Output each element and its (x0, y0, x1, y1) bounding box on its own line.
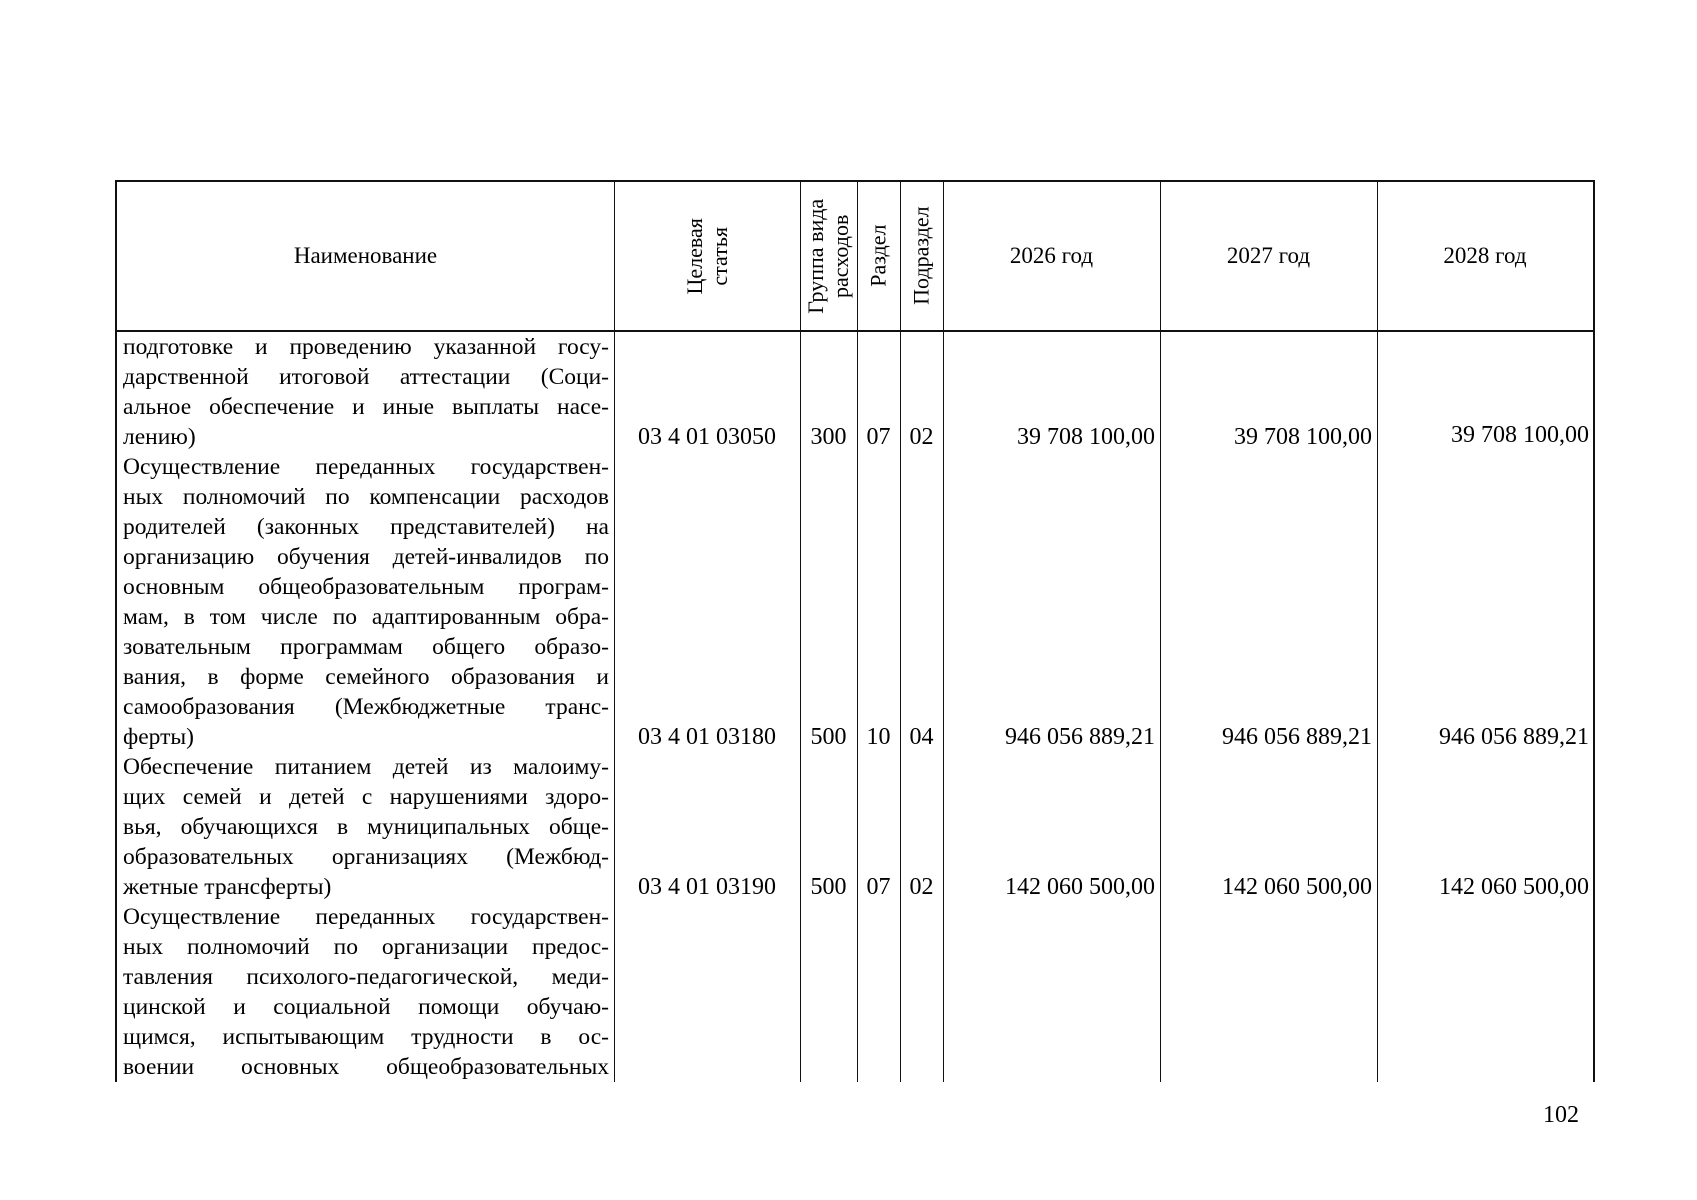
row-name (123, 902, 609, 1082)
row-name-line: ферты) (123, 724, 194, 750)
header-group-line1: Группа вида (803, 198, 829, 314)
row-name (123, 452, 609, 752)
header-target-line2: статья (706, 226, 732, 286)
header-group (800, 182, 857, 330)
row-name-line: жетные трансферты) (123, 874, 332, 900)
row-2028: 142 060 500,00 (1439, 874, 1589, 900)
header-target-text (682, 218, 733, 294)
row-group: 300 (810, 424, 847, 450)
header-group-line2: расходов (828, 214, 854, 298)
row-name-line: щих семей и детей с нарушениями здоро- (123, 784, 609, 810)
header-target-line1: Целевая (681, 217, 707, 295)
header-section-text: Раздел (865, 224, 891, 288)
header-2028-text: 2028 год (1443, 242, 1527, 268)
row-subsection: 04 (909, 724, 934, 750)
header-subsection (900, 182, 943, 330)
header-2026 (943, 182, 1160, 330)
row-2027: 946 056 889,21 (1222, 724, 1372, 750)
row-name-line: воении основных общеобразовательных (123, 1054, 609, 1080)
row-section: 10 (866, 724, 891, 750)
row-group: 500 (810, 874, 847, 900)
row-name-line: самообразования (Межбюджетные транс- (123, 694, 609, 720)
row-2028: 946 056 889,21 (1439, 724, 1589, 750)
header-name-text: Наименование (293, 242, 438, 268)
row-name-line: мам, в том числе по адаптированным обра- (123, 604, 609, 630)
row-name-line: зовательным программам общего образо- (123, 634, 609, 660)
row-name (123, 332, 609, 452)
header-name (117, 182, 614, 330)
row-name-line: альное обеспечение и иные выплаты насе- (123, 394, 609, 420)
row-name-line: вания, в форме семейного образования и (123, 664, 609, 690)
row-name-line: дарственной итоговой аттестации (Соци- (123, 364, 609, 390)
row-name-line: ных полномочий по компенсации расходов (123, 484, 609, 510)
row-name (123, 752, 609, 902)
row-name-line: подготовке и проведению указанной госу- (123, 334, 609, 360)
row-name-line: родителей (законных представителей) на (123, 514, 609, 540)
row-name-line: Осуществление переданных государствен- (123, 904, 609, 930)
row-2026: 39 708 100,00 (1017, 424, 1155, 450)
header-target (614, 182, 800, 330)
row-target: 03 4 01 03190 (638, 874, 776, 900)
row-2026: 946 056 889,21 (1005, 724, 1155, 750)
row-name-line: организацию обучения детей-инвалидов по (123, 544, 609, 570)
header-section (857, 182, 900, 330)
row-subsection: 02 (909, 424, 934, 450)
row-2028: 39 708 100,00 (1451, 422, 1589, 448)
header-2027-text: 2027 год (1226, 242, 1311, 268)
row-target: 03 4 01 03050 (638, 424, 776, 450)
row-name-line: основным общеобразовательным програм- (123, 574, 609, 600)
row-section: 07 (866, 874, 891, 900)
row-2027: 39 708 100,00 (1234, 424, 1372, 450)
row-name-line: лению) (123, 424, 196, 450)
row-name-line: Осуществление переданных государствен- (123, 454, 609, 480)
header-subsection-text: Подраздел (908, 206, 934, 306)
row-name-line: цинской и социальной помощи обучаю- (123, 994, 609, 1020)
row-name-line: щимся, испытывающим трудности в ос- (123, 1024, 609, 1050)
page-number: 102 (1543, 1102, 1579, 1128)
header-2027 (1160, 182, 1377, 330)
row-name-line: Обеспечение питанием детей из малоиму- (123, 754, 609, 780)
row-group: 500 (810, 724, 847, 750)
budget-table (115, 180, 1595, 1082)
row-name-line: тавления психолого-педагогической, меди- (123, 964, 609, 990)
row-name-line: ных полномочий по организации предос- (123, 934, 609, 960)
row-2027: 142 060 500,00 (1222, 874, 1372, 900)
row-section: 07 (866, 424, 891, 450)
header-group-text (803, 199, 854, 314)
header-2026-text: 2026 год (1009, 242, 1094, 268)
row-name-line: образовательных организациях (Межбюд- (123, 844, 609, 870)
row-target: 03 4 01 03180 (638, 724, 776, 750)
header-2028 (1377, 182, 1593, 330)
row-2026: 142 060 500,00 (1005, 874, 1155, 900)
row-subsection: 02 (909, 874, 934, 900)
row-name-line: вья, обучающихся в муниципальных обще- (123, 814, 609, 840)
